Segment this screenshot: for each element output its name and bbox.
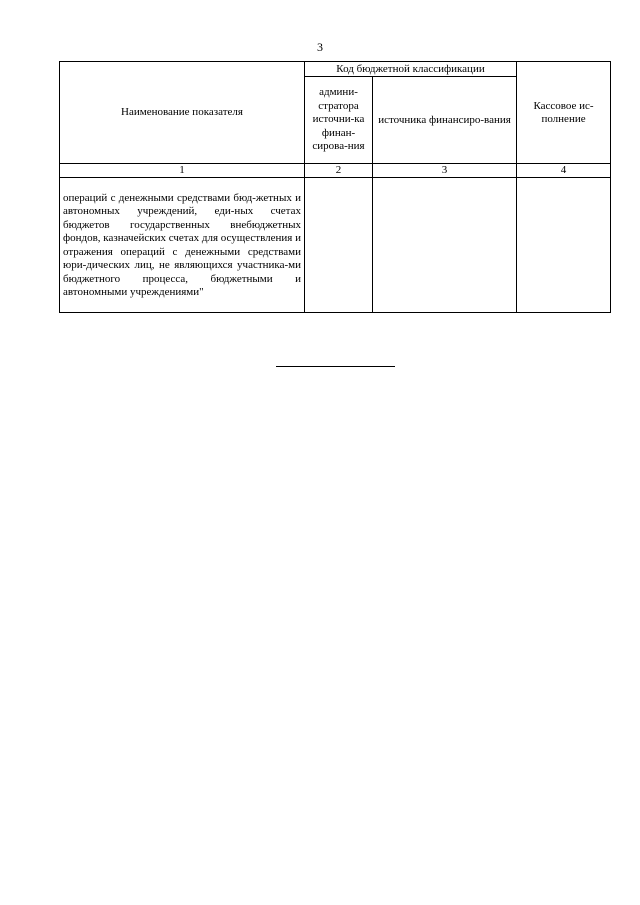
column-number-1: 1 — [60, 164, 305, 178]
column-numbers-row — [60, 164, 611, 178]
header-cash-execution: Кассовое ис-полнение — [517, 62, 611, 164]
cash-execution-cell — [517, 178, 611, 313]
header-financing-source: источника финансиро-вания — [373, 77, 517, 164]
page-number: 3 — [317, 40, 323, 54]
end-of-document-line — [276, 366, 395, 367]
header-administrator: админи-стратора источни-ка финан-сирова-ния — [305, 77, 373, 164]
column-number-3: 3 — [373, 164, 517, 178]
header-row — [60, 62, 611, 77]
financing-source-code-cell — [373, 178, 517, 313]
header-budget-code-group: Код бюджетной классификации — [305, 62, 517, 77]
column-number-4: 4 — [517, 164, 611, 178]
column-number-2: 2 — [305, 164, 373, 178]
table-row — [60, 178, 611, 313]
indicator-name-cell: операций с денежными средствами бюд-жетных и автономных учреждений, еди-ных счетах бюджетов государственных внебюджетных фондов, казначейских счетах для осуществления и отражения операций с денежными средствами юри-дических лиц, не являющихся участника-ми бюджетного процесса, бюджетными и автономными учреждениями" — [60, 178, 305, 313]
budget-classification-table — [59, 61, 611, 313]
administrator-code-cell — [305, 178, 373, 313]
header-indicator-name: Наименование показателя — [60, 62, 305, 164]
